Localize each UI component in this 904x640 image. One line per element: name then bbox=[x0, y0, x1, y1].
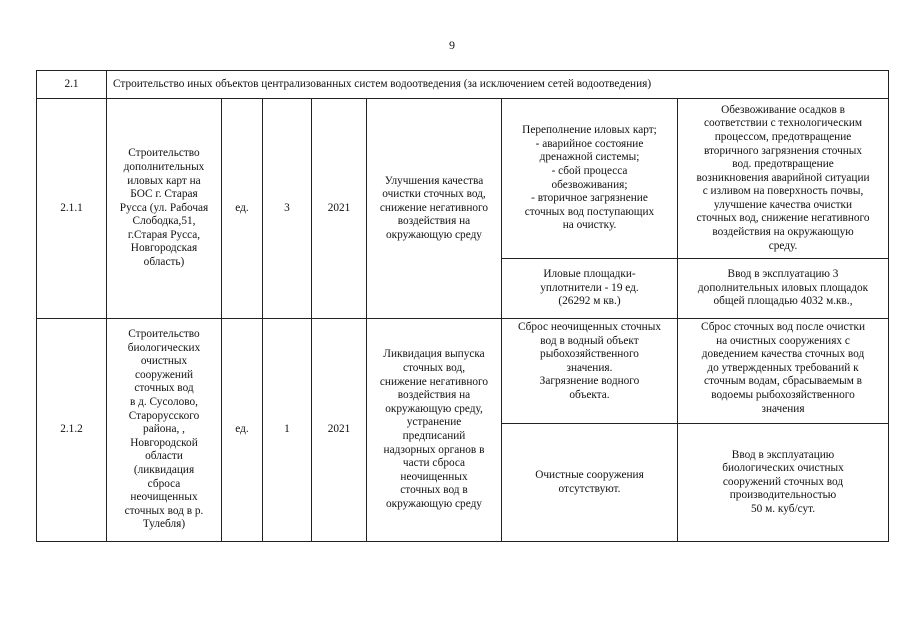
result-cell: Ввод в эксплуатацию биологических очистных сооружений сточных вод производительностью 50 м. куб/сут. bbox=[678, 424, 889, 542]
measures-table bbox=[36, 70, 889, 542]
section-row bbox=[37, 71, 889, 99]
year-cell: 2021 bbox=[312, 99, 367, 319]
row-number: 2.1.1 bbox=[37, 99, 107, 319]
unit-cell: ед. bbox=[222, 319, 263, 542]
section-number: 2.1 bbox=[37, 71, 107, 99]
row-number: 2.1.2 bbox=[37, 319, 107, 542]
section-title: Строительство иных объектов централизованных систем водоотведения (за исключением сетей водоотведения) bbox=[107, 71, 889, 99]
problem-cell: Переполнение иловых карт; - аварийное состояние дренажной системы; - сбой процесса обезвоживания; - вторичное загрязнение сточных вод поступающих на очистку. bbox=[502, 99, 678, 259]
table-row bbox=[37, 99, 889, 259]
quantity-cell: 3 bbox=[263, 99, 312, 319]
quantity-cell: 1 bbox=[263, 319, 312, 542]
problem-cell: Иловые площадки- уплотнители - 19 ед. (26292 м кв.) bbox=[502, 259, 678, 319]
year-cell: 2021 bbox=[312, 319, 367, 542]
object-cell: Строительство биологических очистных сооружений сточных вод в д. Сусолово, Старорусского района, , Новгородской области (ликвидация сброса неочищенных сточных вод в р. Тулебля) bbox=[107, 319, 222, 542]
purpose-cell: Улучшения качества очистки сточных вод, снижение негативного воздействия на окружающую среду bbox=[367, 99, 502, 319]
object-cell: Строительство дополнительных иловых карт на БОС г. Старая Русса (ул. Рабочая Слободка,51, г.Старая Русса, Новгородская область) bbox=[107, 99, 222, 319]
page-number: 9 bbox=[449, 38, 455, 52]
problem-cell: Очистные сооружения отсутствуют. bbox=[502, 424, 678, 542]
unit-cell: ед. bbox=[222, 99, 263, 319]
result-cell: Сброс сточных вод после очистки на очистных сооружениях с доведением качества сточных вод до утвержденных требований к сточным водам, сбрасываемым в водоемы рыбохозяйственного значения bbox=[678, 319, 889, 424]
table-row bbox=[37, 319, 889, 424]
problem-cell: Сброс неочищенных сточных вод в водный объект рыбохозяйственного значения. Загрязнение водного объекта. bbox=[502, 319, 678, 424]
result-cell: Ввод в эксплуатацию 3 дополнительных иловых площадок общей площадью 4032 м.кв., bbox=[678, 259, 889, 319]
purpose-cell: Ликвидация выпуска сточных вод, снижение негативного воздействия на окружающую среду, устранение предписаний надзорных органов в части сброса неочищенных сточных вод в окружающую среду bbox=[367, 319, 502, 542]
result-cell: Обезвоживание осадков в соответствии с технологическим процессом, предотвращение вторичного загрязнения сточных вод. предотвращение возникновения аварийной ситуации с изливом на поверхность почвы, улучшение качества очистки сточных вод, снижение негативного воздействия на окружающую среду. bbox=[678, 99, 889, 259]
